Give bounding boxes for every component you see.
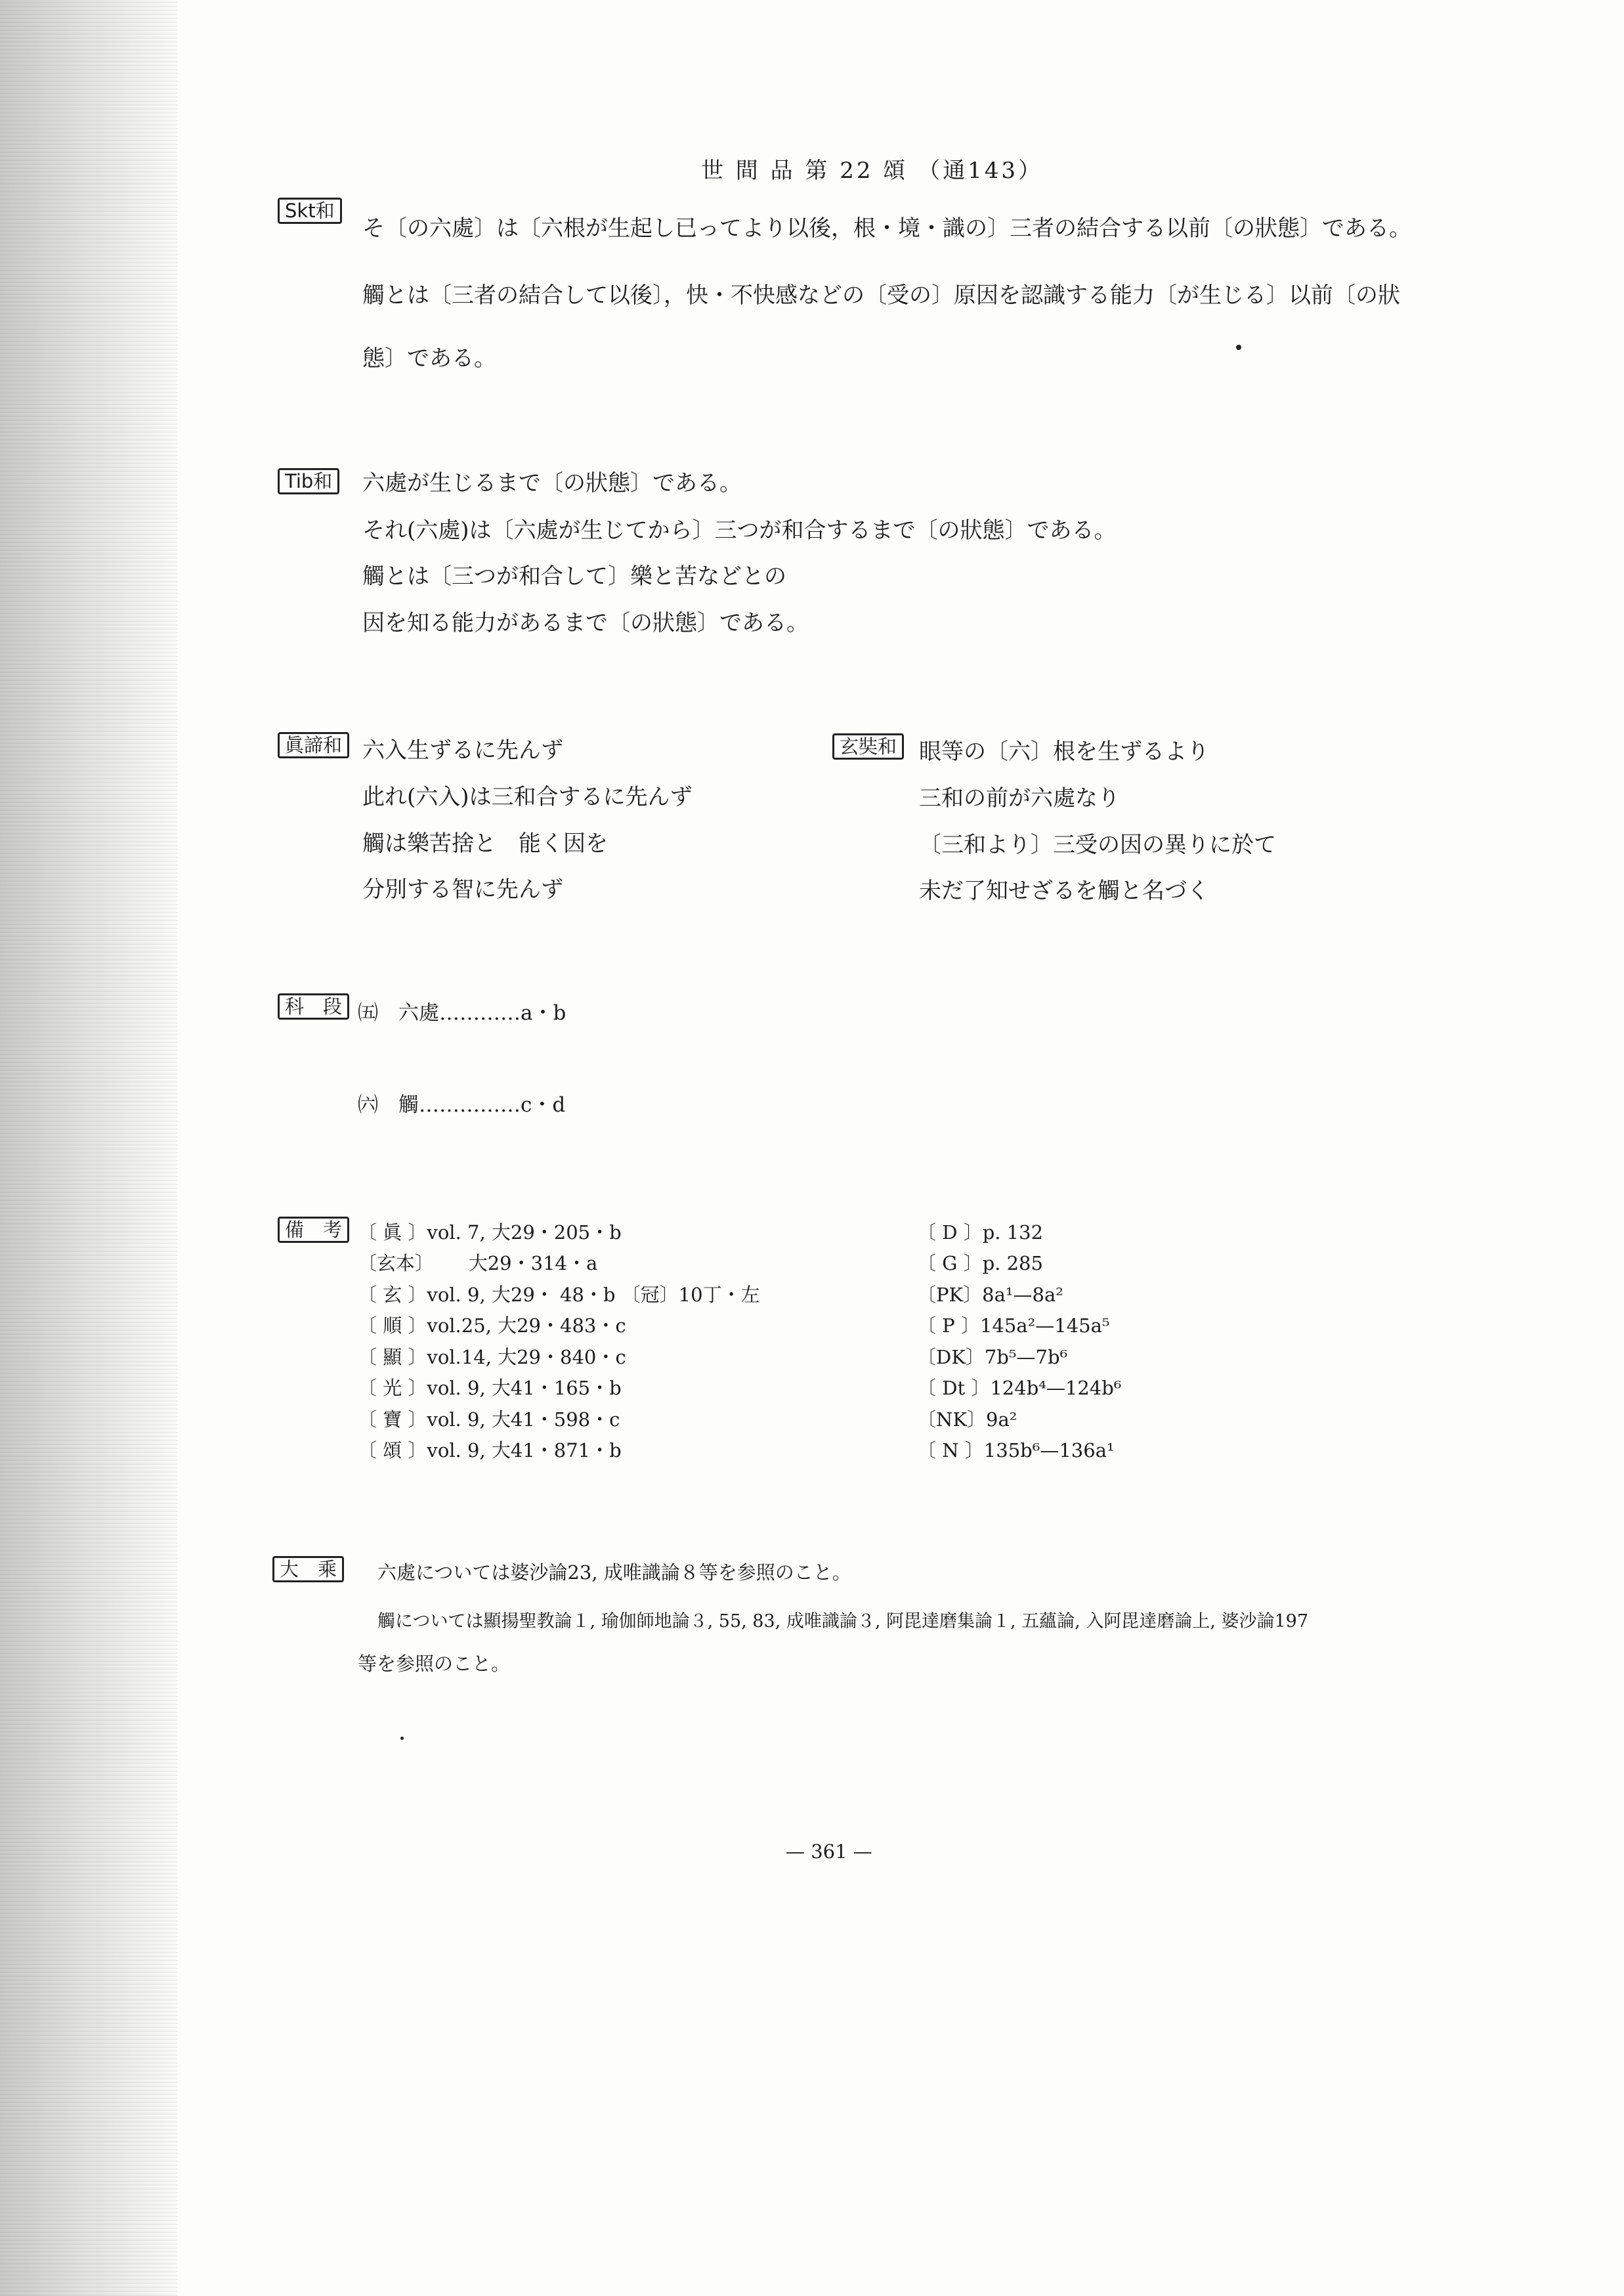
- scan-edge-shadow: [0, 0, 177, 2296]
- biko-left-3: 〔 玄 〕vol. 9, 大29・ 48・b 〔冠〕10丁・左: [358, 1284, 760, 1306]
- tib-line-3: 觸とは〔三つが和合して〕樂と苦などとの: [362, 563, 786, 590]
- tib-line-4: 因を知る能力があるまで〔の狀態〕である。: [362, 610, 809, 636]
- page-title: 世 間 品 第 22 頌 （通143）: [701, 158, 1044, 184]
- biko-right-1: 〔 D 〕p. 132: [917, 1221, 1044, 1244]
- tib-tag: Tib和: [278, 468, 339, 494]
- kadan-item-5: ㈤ 六處…………a・b: [358, 1001, 566, 1025]
- scan-speck: [1236, 345, 1241, 350]
- biko-right-6: 〔 Dt 〕124b⁴—124b⁶: [917, 1377, 1122, 1399]
- biko-right-4: 〔 P 〕145a²—145a⁵: [917, 1314, 1110, 1337]
- skt-line-1: そ〔の六處〕は〔六根が生起し已ってより以後，根・境・識の〕三者の結合する以前〔の狀態〕である。: [362, 215, 1411, 242]
- biko-right-2: 〔 G 〕p. 285: [917, 1252, 1043, 1274]
- kadan-tag: 科 段: [278, 993, 349, 1020]
- biko-right-8: 〔 N 〕135b⁶—136a¹: [917, 1439, 1115, 1462]
- shintai-line-3: 觸は樂苦捨と 能く因を: [362, 831, 608, 857]
- biko-right-3: 〔PK〕8a¹—8a²: [917, 1284, 1063, 1306]
- biko-left-2: 〔玄本〕 大29・314・a: [358, 1252, 598, 1274]
- biko-right-5: 〔DK〕7b⁵—7b⁶: [917, 1346, 1068, 1368]
- biko-right-7: 〔NK〕9a²: [917, 1408, 1017, 1431]
- shintai-line-2: 此れ(六入)は三和合するに先んず: [362, 784, 693, 810]
- taijo-line-2: 觸については顯揚聖教論１, 瑜伽師地論３, 55, 83, 成唯識論３, 阿毘達磨集論１, 五蘊論, 入阿毘達磨論上, 婆沙論197: [377, 1611, 1309, 1632]
- scan-speck: [400, 1737, 404, 1740]
- biko-left-8: 〔 頌 〕vol. 9, 大41・871・b: [358, 1439, 622, 1462]
- biko-left-5: 〔 顯 〕vol.14, 大29・840・c: [358, 1346, 626, 1368]
- genjo-line-4: 未だ了知せざるを觸と名づく: [919, 878, 1209, 904]
- biko-left-7: 〔 寶 〕vol. 9, 大41・598・c: [358, 1408, 620, 1431]
- biko-left-1: 〔 眞 〕vol. 7, 大29・205・b: [358, 1221, 622, 1244]
- biko-left-6: 〔 光 〕vol. 9, 大41・165・b: [358, 1377, 622, 1399]
- shintai-line-1: 六入生ずるに先んず: [362, 737, 563, 764]
- shintai-tag: 眞諦和: [278, 732, 349, 758]
- taijo-tag: 大 乘: [272, 1556, 344, 1582]
- biko-left-4: 〔 順 〕vol.25, 大29・483・c: [358, 1314, 626, 1337]
- kadan-item-6: ㈥ 觸……………c・d: [358, 1093, 566, 1117]
- genjo-line-1: 眼等の〔六〕根を生ずるより: [919, 739, 1209, 765]
- genjo-line-2: 三和の前が六處なり: [919, 785, 1120, 812]
- skt-tag: Skt和: [278, 198, 342, 224]
- genjo-line-3: 〔三和より〕三受の因の異りに於て: [919, 832, 1276, 858]
- taijo-line-1: 六處については婆沙論23, 成唯識論８等を参照のこと。: [377, 1561, 851, 1584]
- taijo-line-3: 等を参照のこと。: [358, 1653, 511, 1675]
- genjo-tag: 玄奘和: [832, 733, 904, 760]
- shintai-line-4: 分別する智に先んず: [362, 877, 563, 903]
- tib-line-2: それ(六處)は〔六處が生じてから〕三つが和合するまで〔の狀態〕である。: [362, 517, 1117, 544]
- tib-line-1: 六處が生じるまで〔の狀態〕である。: [362, 470, 742, 496]
- biko-tag: 備 考: [278, 1217, 349, 1243]
- skt-line-2: 觸とは〔三者の結合して以後〕，快・不快感などの〔受の〕原因を認識する能力〔が生じる〕以前〔の狀: [362, 282, 1400, 309]
- skt-line-3: 態〕である。: [362, 345, 496, 372]
- page-number: — 361 —: [786, 1840, 872, 1863]
